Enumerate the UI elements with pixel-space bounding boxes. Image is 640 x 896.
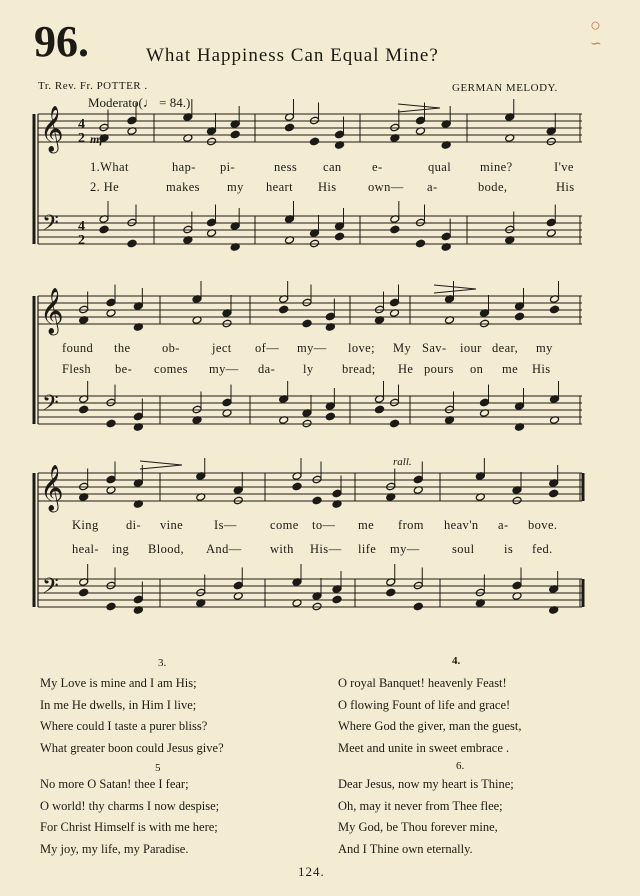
bass-clef-icon: 𝄢 — [42, 574, 59, 604]
note-head — [106, 602, 116, 611]
treble-clef-icon: 𝄞 — [40, 288, 64, 334]
lyric-syllable: 1.What — [90, 160, 129, 174]
note-head — [233, 581, 243, 590]
time-signature: 4 — [78, 117, 85, 132]
verse-number: 4. — [452, 655, 461, 667]
lyric-syllable: bove. — [528, 518, 558, 532]
note-head — [390, 419, 400, 428]
lyric-syllable: His — [532, 362, 551, 376]
verse-line: Meet and unite in sweet embrace . — [338, 740, 510, 755]
lyric-syllable: His — [318, 180, 337, 194]
lyric-syllable: life — [358, 542, 377, 556]
note-head — [133, 595, 143, 604]
bass-clef-icon: 𝄢 — [42, 211, 59, 241]
decrescendo-hairpin — [140, 461, 182, 469]
verse-line: My God, be Thou forever mine, — [338, 820, 498, 834]
lyric-syllable: be- — [115, 362, 133, 376]
time-signature: 4 — [78, 219, 85, 234]
lyric-syllable: I've — [554, 160, 574, 174]
tempo-marking: Moderato(♩ = 84.) — [88, 95, 191, 110]
note-head — [416, 116, 426, 125]
lyric-syllable: heart — [266, 180, 293, 194]
lyric-syllable: ject — [212, 341, 232, 355]
lyric-syllable: come — [270, 518, 299, 532]
lyric-syllable: on — [470, 362, 484, 376]
lyric-syllable: He — [398, 362, 414, 376]
note-head — [133, 412, 143, 421]
note-head — [550, 305, 560, 314]
note-head — [386, 588, 396, 597]
lyric-syllable: found — [62, 341, 94, 355]
note-head — [375, 405, 385, 414]
lyric-syllable: di- — [126, 518, 142, 532]
note-head — [515, 312, 525, 321]
lyric-syllable: iour — [460, 341, 482, 355]
note-head — [413, 602, 423, 611]
note-head — [325, 312, 335, 321]
decrescendo-hairpin — [398, 104, 440, 112]
lyric-syllable: my— — [209, 362, 239, 376]
note-head — [335, 232, 345, 241]
lyric-syllable: e- — [372, 160, 383, 174]
lyric-syllable: Sav- — [422, 341, 447, 355]
rall-marking: rall. — [393, 456, 412, 468]
lyric-syllable: vine — [160, 518, 184, 532]
verse-line: In me He dwells, in Him I live; — [40, 697, 197, 712]
note-head — [207, 218, 217, 227]
verse-line: And I Thine own eternally. — [338, 841, 473, 856]
note-head — [106, 298, 116, 307]
verse-number: 5 — [155, 762, 161, 774]
verse-line: O royal Banquet! heavenly Feast! — [338, 676, 507, 690]
verse-line: O flowing Fount of life and grace! — [338, 697, 511, 712]
note-head — [302, 319, 312, 328]
lyric-syllable: His— — [310, 542, 342, 556]
note-head — [127, 116, 137, 125]
lyric-syllable: ing — [112, 542, 130, 556]
note-head — [390, 225, 400, 234]
lyric-syllable: Blood, — [148, 542, 185, 556]
lyric-syllable: ness — [274, 160, 298, 174]
note-head — [79, 405, 89, 414]
verse-line: For Christ Himself is with me here; — [40, 820, 218, 834]
lyric-syllable: my — [227, 180, 244, 194]
verse-number: 6. — [456, 760, 465, 772]
note-head — [285, 123, 295, 132]
translator-credit: Tr. Rev. Fr. POTTER . — [38, 80, 148, 92]
page-number: 124. — [298, 864, 325, 879]
lyric-syllable: can — [323, 160, 342, 174]
lyric-syllable: bread; — [342, 362, 376, 376]
lyric-syllable: me — [358, 518, 375, 532]
lyric-syllable: mine? — [480, 160, 513, 174]
note-head — [413, 475, 423, 484]
lyric-syllable: Is— — [214, 518, 237, 532]
lyric-syllable: And— — [206, 542, 242, 556]
verse-6 — [338, 774, 514, 860]
lyric-syllable: Flesh — [62, 362, 92, 376]
verse-line: Where could I taste a purer bliss? — [40, 719, 208, 733]
lyric-syllable: ob- — [162, 341, 180, 355]
lyric-syllable: pi- — [220, 160, 236, 174]
lyric-syllable: comes — [154, 362, 188, 376]
decrescendo-hairpin — [434, 285, 476, 293]
note-head — [332, 595, 342, 604]
note-head — [312, 496, 322, 505]
lyric-syllable: dear, — [492, 341, 519, 355]
note-head — [127, 239, 137, 248]
note-head — [546, 218, 556, 227]
note-head — [99, 225, 109, 234]
lyric-syllable: fed. — [532, 542, 553, 556]
dynamic-marking: mf — [90, 132, 104, 146]
note-head — [416, 239, 426, 248]
note-head — [335, 130, 345, 139]
note-head — [390, 298, 400, 307]
lyric-syllable: bode, — [478, 180, 508, 194]
lyric-syllable: my— — [297, 341, 327, 355]
lyric-syllable: love; — [348, 341, 375, 355]
verse-line: O world! thy charms I now despise; — [40, 798, 220, 813]
verse-4 — [338, 673, 521, 759]
lyric-syllable: own— — [368, 180, 404, 194]
lyric-syllable: ly — [303, 362, 314, 376]
lyric-syllable: soul — [452, 542, 475, 556]
note-head — [279, 305, 289, 314]
note-head — [441, 232, 451, 241]
verse-line: My joy, my life, my Paradise. — [40, 841, 189, 856]
note-head — [310, 137, 320, 146]
lyric-syllable: the — [114, 341, 131, 355]
note-head — [292, 482, 302, 491]
lyric-syllable: of— — [255, 341, 280, 355]
treble-clef-icon: 𝄞 — [40, 106, 64, 152]
verse-line: No more O Satan! thee I fear; — [40, 777, 189, 791]
verse-line: Oh, may it never from Thee flee; — [338, 798, 503, 813]
note-head — [480, 398, 490, 407]
note-head — [106, 475, 116, 484]
lyric-syllable: makes — [166, 180, 200, 194]
lyric-syllable: King — [72, 518, 99, 532]
lyric-syllable: My — [393, 341, 412, 355]
lyric-syllable: a- — [427, 180, 438, 194]
verse-line: My Love is mine and I am His; — [40, 676, 197, 690]
lyric-syllable: heav'n — [444, 518, 479, 532]
note-head — [332, 489, 342, 498]
note-head — [512, 581, 522, 590]
verse-3 — [40, 673, 224, 759]
lyric-syllable: me — [502, 362, 519, 376]
lyric-syllable: a- — [498, 518, 509, 532]
note-head — [222, 398, 232, 407]
melody-credit: GERMAN MELODY. — [452, 82, 558, 94]
note-head — [106, 419, 116, 428]
verse-line: Where God the giver, man the guest, — [338, 719, 522, 733]
lyric-syllable: da- — [258, 362, 276, 376]
note-head — [79, 588, 89, 597]
margin-mark-icon: ○ — [590, 15, 601, 35]
lyric-syllable: hap- — [172, 160, 196, 174]
note-head — [230, 130, 240, 139]
note-head — [549, 489, 559, 498]
verse-number: 3. — [158, 657, 167, 669]
hymn-title: What Happiness Can Equal Mine? — [146, 45, 439, 66]
time-signature: 2 — [78, 233, 85, 248]
verse-line: Dear Jesus, now my heart is Thine; — [338, 777, 514, 791]
verse-5 — [40, 774, 219, 860]
lyric-syllable: to— — [312, 518, 336, 532]
margin-mark-icon: ∽ — [590, 37, 602, 52]
lyric-syllable: with — [270, 542, 294, 556]
note-head — [325, 412, 335, 421]
lyric-syllable: pours — [424, 362, 454, 376]
treble-clef-icon: 𝄞 — [40, 465, 64, 511]
time-signature: 2 — [78, 131, 85, 146]
lyric-syllable: heal- — [72, 542, 99, 556]
lyric-syllable: 2. He — [90, 180, 120, 194]
lyric-syllable: my— — [390, 542, 420, 556]
bass-clef-icon: 𝄢 — [42, 391, 59, 421]
hymn-number: 96. — [34, 17, 89, 66]
lyric-syllable: His — [556, 180, 575, 194]
lyric-syllable: qual — [428, 160, 452, 174]
lyric-syllable: is — [504, 542, 514, 556]
verse-line: What greater boon could Jesus give? — [40, 740, 224, 755]
lyric-syllable: my — [536, 341, 553, 355]
lyric-syllable: from — [398, 518, 424, 532]
